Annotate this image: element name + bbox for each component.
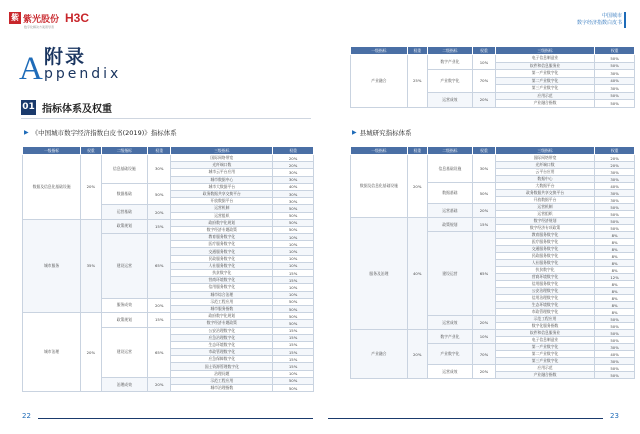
level2-indicator: 政策规划 [101, 219, 148, 233]
level3-indicator: 城市大数据平台 [171, 183, 273, 190]
level3-indicator: 人社服务数字化 [171, 262, 273, 269]
table-row [351, 218, 635, 225]
level3-weight: 15% [273, 356, 314, 363]
level3-weight: 15% [273, 334, 314, 341]
level3-indicator: 政府数字化规划 [171, 219, 273, 226]
level3-indicator: 开放数据平台 [171, 198, 273, 205]
level3-weight: 20% [273, 162, 314, 169]
level2-indicator: 建设运营 [101, 234, 148, 299]
triangle-bullet-icon: ▶ [24, 129, 29, 136]
level3-indicator: 开放数据平台 [495, 197, 594, 204]
level3-indicator: 营商环境数字化 [495, 274, 594, 281]
level3-indicator: 政府数字化规划 [171, 313, 273, 320]
level3-indicator: 交通服务数字化 [171, 248, 273, 255]
level3-indicator: 扶贫数字化 [495, 267, 594, 274]
level3-indicator: 信用治理数字化 [495, 295, 594, 302]
level3-weight: 50% [595, 62, 635, 70]
level3-weight: 8% [595, 295, 635, 302]
level3-weight: 50% [273, 313, 314, 320]
level3-weight: 50% [273, 320, 314, 327]
level3-weight: 15% [273, 363, 314, 370]
level2-indicator: 运营基础 [101, 205, 148, 219]
level3-weight: 40% [595, 183, 635, 190]
level2-indicator: 建设运营 [101, 327, 148, 377]
level1-weight: 35% [81, 219, 101, 312]
level2-indicator: 数据基础 [101, 183, 148, 205]
level2-indicator: 运营成效 [427, 316, 472, 330]
level2-weight: 50% [473, 183, 496, 204]
level3-indicator: 电子信息制造业 [495, 337, 594, 344]
level3-weight: 30% [595, 344, 635, 351]
level3-weight: 30% [273, 176, 314, 183]
level3-weight: 30% [595, 85, 635, 93]
level3-indicator: 生态环境数字化 [171, 341, 273, 348]
level3-weight: 30% [595, 358, 635, 365]
level3-weight: 8% [595, 288, 635, 295]
column-header: 权重 [81, 147, 101, 155]
level3-indicator: 应急保障数字化 [171, 356, 273, 363]
level2-indicator: 建设运营 [427, 232, 472, 316]
running-header-line2: 数字经济指数白皮书 [576, 20, 622, 26]
level3-weight: 50% [595, 316, 635, 323]
level2-weight: 20% [473, 92, 496, 107]
level2-indicator: 信息基础设施 [101, 155, 148, 184]
level3-weight: 15% [273, 270, 314, 277]
right-page [320, 0, 640, 434]
column-header: 权重 [273, 147, 314, 155]
level3-indicator: 医疗服务数字化 [495, 239, 594, 246]
table-row [351, 155, 635, 162]
level3-indicator: 信用服务数字化 [495, 281, 594, 288]
level2-weight: 20% [148, 298, 171, 312]
unisplendour-logo-icon: 紫 [11, 13, 19, 22]
level3-indicator: 市政管理数字化 [171, 349, 273, 356]
column-header: 一级指标 [351, 147, 408, 155]
table-row [351, 55, 635, 63]
level3-indicator: 扶贫数字化 [171, 270, 273, 277]
level2-weight: 65% [148, 327, 171, 377]
level3-indicator: 软件和信息服务业 [495, 62, 594, 70]
county-index-table [350, 146, 635, 379]
level3-weight: 50% [273, 212, 314, 219]
level2-weight: 70% [473, 344, 496, 365]
level1-weight: 20% [81, 155, 101, 220]
level3-weight: 50% [595, 323, 635, 330]
level3-weight: 30% [273, 190, 314, 197]
level3-indicator: 示范工程应用 [495, 316, 594, 323]
level3-indicator: 城市云平台应用 [171, 169, 273, 176]
level3-weight: 8% [595, 246, 635, 253]
level3-weight: 30% [595, 169, 635, 176]
level1-indicator: 产业融合 [351, 55, 408, 108]
running-header [577, 13, 622, 27]
level3-indicator: 第一产业数字化 [495, 70, 594, 78]
brand-tagline: 数字化解决方案领导者 [24, 25, 55, 29]
level3-weight: 30% [595, 70, 635, 78]
level3-weight: 50% [595, 100, 635, 108]
industry-fusion-table [350, 46, 635, 108]
level3-weight: 50% [273, 205, 314, 212]
level3-indicator: 数字经济规划 [495, 218, 594, 225]
level2-indicator: 政策规划 [427, 218, 472, 232]
level3-indicator: 人社服务数字化 [495, 260, 594, 267]
level1-indicator: 服务及治理 [351, 218, 408, 330]
level3-weight: 40% [273, 183, 314, 190]
level3-weight: 10% [273, 262, 314, 269]
level2-weight: 50% [148, 183, 171, 205]
table-title-text: 《中国城市数字经济指数白皮书(2019)》指标体系 [31, 129, 177, 137]
level3-indicator: 产业融合指数 [495, 372, 594, 379]
level3-indicator: 数字化服务指数 [495, 323, 594, 330]
level1-indicator: 城市治理 [23, 313, 81, 392]
level3-indicator: 第三产业数字化 [495, 358, 594, 365]
appendix-initial: A [19, 51, 43, 87]
brand-logo [9, 11, 90, 29]
section-number: 01 [21, 100, 36, 115]
level2-weight: 20% [473, 365, 496, 379]
level3-weight: 50% [595, 225, 635, 232]
level3-weight: 12% [595, 274, 635, 281]
level3-weight: 50% [595, 211, 635, 218]
table-title [24, 128, 177, 137]
level3-weight: 50% [273, 298, 314, 305]
level3-indicator: 数字经济专题政策 [171, 226, 273, 233]
city-index-table [22, 146, 314, 392]
level3-indicator: 政务数据共享交换平台 [495, 190, 594, 197]
level2-weight: 20% [473, 204, 496, 218]
level3-indicator: 第三产业数字化 [495, 85, 594, 93]
level2-weight: 20% [148, 377, 171, 391]
level3-weight: 30% [595, 190, 635, 197]
level3-weight: 8% [595, 260, 635, 267]
level3-weight: 50% [273, 226, 314, 233]
level3-weight: 30% [595, 197, 635, 204]
level3-weight: 50% [595, 55, 635, 63]
level3-indicator: 城市服务指数 [171, 305, 273, 312]
level2-indicator: 运营成效 [427, 92, 472, 107]
column-header: 二级指标 [101, 147, 148, 155]
level3-indicator: 政务数据共享交换平台 [171, 190, 273, 197]
page-number: 22 [22, 412, 31, 420]
level3-weight: 8% [595, 281, 635, 288]
level2-indicator: 产业数字化 [427, 344, 472, 365]
level3-indicator: 信用服务数字化 [171, 284, 273, 291]
level2-weight: 30% [473, 155, 496, 183]
level2-indicator: 数字产业化 [427, 330, 472, 344]
level2-indicator: 产业数字化 [427, 70, 472, 93]
level3-indicator: 国土资源管理数字化 [171, 363, 273, 370]
level2-indicator: 运营基础 [427, 204, 472, 218]
level3-weight: 10% [273, 255, 314, 262]
level3-indicator: 城市治理指数 [171, 385, 273, 392]
table-row [23, 313, 314, 320]
section-heading [21, 100, 112, 115]
footer-rule [328, 418, 603, 419]
level1-weight: 40% [407, 218, 427, 330]
brand-name: 紫光股份 [23, 14, 60, 25]
level1-indicator: 城市服务 [23, 219, 81, 312]
level3-indicator: 产业融合指数 [495, 100, 594, 108]
table-row [23, 219, 314, 226]
level3-weight: 15% [273, 327, 314, 334]
level2-indicator: 服务成效 [101, 298, 148, 312]
level3-indicator: 民政服务数字化 [171, 255, 273, 262]
level3-indicator: 生态环境数字化 [495, 302, 594, 309]
column-header: 一级指标 [351, 47, 408, 55]
level3-weight: 40% [595, 351, 635, 358]
level3-indicator: 示范工程应用 [171, 377, 273, 384]
level1-weight: 25% [407, 55, 427, 108]
level2-weight: 20% [473, 316, 496, 330]
level3-indicator: 电子信息制造业 [495, 55, 594, 63]
level2-indicator: 政策规划 [101, 313, 148, 327]
level3-weight: 10% [273, 284, 314, 291]
level3-weight: 8% [595, 309, 635, 316]
footer-rule [38, 418, 313, 419]
level3-weight: 10% [273, 241, 314, 248]
level3-weight: 20% [595, 155, 635, 162]
level2-weight: 70% [473, 70, 496, 93]
level1-indicator: 数据及信息化基础设施 [23, 155, 81, 220]
level3-indicator: 公安治理数字化 [171, 327, 273, 334]
level3-weight: 15% [273, 277, 314, 284]
level3-indicator: 软件和信息服务业 [495, 330, 594, 337]
level3-weight: 30% [273, 198, 314, 205]
level3-weight: 8% [595, 239, 635, 246]
level3-weight: 10% [273, 370, 314, 377]
triangle-bullet-icon: ▶ [352, 129, 357, 136]
table-row [23, 155, 314, 162]
level3-weight: 50% [595, 330, 635, 337]
level3-indicator: 国际网络带宽 [495, 155, 594, 162]
level3-indicator: 第二产业数字化 [495, 351, 594, 358]
level3-weight: 10% [273, 248, 314, 255]
page-number: 23 [610, 412, 619, 420]
level3-indicator: 运营组织 [495, 211, 594, 218]
level3-indicator: 数字经济专项政策 [495, 225, 594, 232]
level3-weight: 10% [273, 291, 314, 298]
level3-weight: 8% [595, 302, 635, 309]
level3-indicator: 治理问题 [171, 370, 273, 377]
level3-weight: 15% [273, 341, 314, 348]
level3-weight: 50% [273, 377, 314, 384]
level1-indicator: 产业融合 [351, 330, 408, 379]
level3-indicator: 数据中心 [495, 176, 594, 183]
level3-weight: 50% [595, 92, 635, 100]
level3-weight: 20% [273, 155, 314, 162]
level3-indicator: 光纤端口数 [495, 162, 594, 169]
level3-indicator: 第二产业数字化 [495, 77, 594, 85]
level2-indicator: 治理成效 [101, 377, 148, 391]
level3-indicator: 营商环境数字化 [171, 277, 273, 284]
level3-indicator: 民政服务数字化 [495, 253, 594, 260]
level3-indicator: 运营机制 [495, 204, 594, 211]
section-label: 指标体系及权重 [42, 104, 112, 115]
level3-weight: 8% [595, 267, 635, 274]
level3-indicator: 应急治理数字化 [171, 334, 273, 341]
level2-weight: 30% [148, 155, 171, 184]
level3-indicator: 光纤端口数 [171, 162, 273, 169]
level2-weight: 15% [148, 219, 171, 233]
level3-indicator: 城市综合治理 [171, 291, 273, 298]
level3-indicator: 交通服务数字化 [495, 246, 594, 253]
level3-weight: 50% [273, 385, 314, 392]
level3-weight: 30% [273, 169, 314, 176]
level3-weight: 30% [595, 176, 635, 183]
level3-weight: 40% [595, 77, 635, 85]
level3-weight: 50% [273, 305, 314, 312]
column-header: 三级指标 [495, 47, 594, 55]
column-header: 权重 [595, 47, 635, 55]
table-row [351, 330, 635, 337]
level3-weight: 50% [595, 337, 635, 344]
county-table-title-text: 县城研究指标体系 [359, 129, 412, 137]
level2-weight: 20% [148, 205, 171, 219]
level3-weight: 50% [595, 372, 635, 379]
level3-indicator: 运营组织 [171, 212, 273, 219]
level3-indicator: 应用示范 [495, 365, 594, 372]
column-header: 二级指标 [427, 147, 472, 155]
level3-weight: 8% [595, 232, 635, 239]
level2-indicator: 运营成效 [427, 365, 472, 379]
column-header: 权重 [148, 147, 171, 155]
column-header: 一级指标 [23, 147, 81, 155]
level3-indicator: 第一产业数字化 [495, 344, 594, 351]
column-header: 二级指标 [427, 47, 472, 55]
level3-indicator: 国际网络带宽 [171, 155, 273, 162]
level3-indicator: 公安治理数字化 [495, 288, 594, 295]
level3-weight: 10% [273, 234, 314, 241]
level3-weight: 8% [595, 253, 635, 260]
level2-weight: 15% [148, 313, 171, 327]
level2-weight: 65% [473, 232, 496, 316]
running-header-line1: 中国城市 [601, 13, 622, 19]
level3-weight: 50% [595, 218, 635, 225]
column-header: 三级指标 [495, 147, 594, 155]
level3-indicator: 大数据平台 [495, 183, 594, 190]
column-header: 权重 [473, 47, 496, 55]
level1-weight: 20% [407, 330, 427, 379]
level3-indicator: 示范工程应用 [171, 298, 273, 305]
level1-weight: 20% [81, 313, 101, 392]
column-header: 权重 [473, 147, 496, 155]
level3-indicator: 市政管理数字化 [495, 309, 594, 316]
column-header: 权重 [595, 147, 635, 155]
level3-indicator: 云平台应用 [495, 169, 594, 176]
level2-indicator: 数字产业化 [427, 55, 472, 70]
level3-indicator: 应用示范 [495, 92, 594, 100]
appendix-title-cn: 附录 [44, 46, 87, 68]
h3c-logo: H3C [65, 11, 90, 25]
level3-indicator: 数字经济专题政策 [171, 320, 273, 327]
level2-weight: 10% [473, 330, 496, 344]
level2-weight: 65% [148, 234, 171, 299]
level3-indicator: 教育服务数字化 [495, 232, 594, 239]
column-header: 权重 [407, 47, 427, 55]
header-accent-bar [624, 12, 626, 28]
appendix-title-en: ppendix [44, 66, 122, 82]
level2-indicator: 信息基础设施 [427, 155, 472, 183]
level1-indicator: 数据及信息化基础设施 [351, 155, 408, 218]
level3-weight: 50% [595, 204, 635, 211]
level1-weight: 20% [407, 155, 427, 218]
level3-weight: 20% [595, 162, 635, 169]
column-header: 权重 [407, 147, 427, 155]
level3-indicator: 教育服务数字化 [171, 234, 273, 241]
level3-weight: 50% [595, 365, 635, 372]
level2-indicator: 数据基础 [427, 183, 472, 204]
level3-indicator: 城市数据中心 [171, 176, 273, 183]
column-header: 三级指标 [171, 147, 273, 155]
level3-weight: 50% [273, 219, 314, 226]
level3-indicator: 医疗服务数字化 [171, 241, 273, 248]
section-divider [21, 118, 311, 119]
level3-indicator: 运营机制 [171, 205, 273, 212]
level3-weight: 15% [273, 349, 314, 356]
level2-weight: 15% [473, 218, 496, 232]
county-table-title [352, 128, 412, 137]
level2-weight: 10% [473, 55, 496, 70]
